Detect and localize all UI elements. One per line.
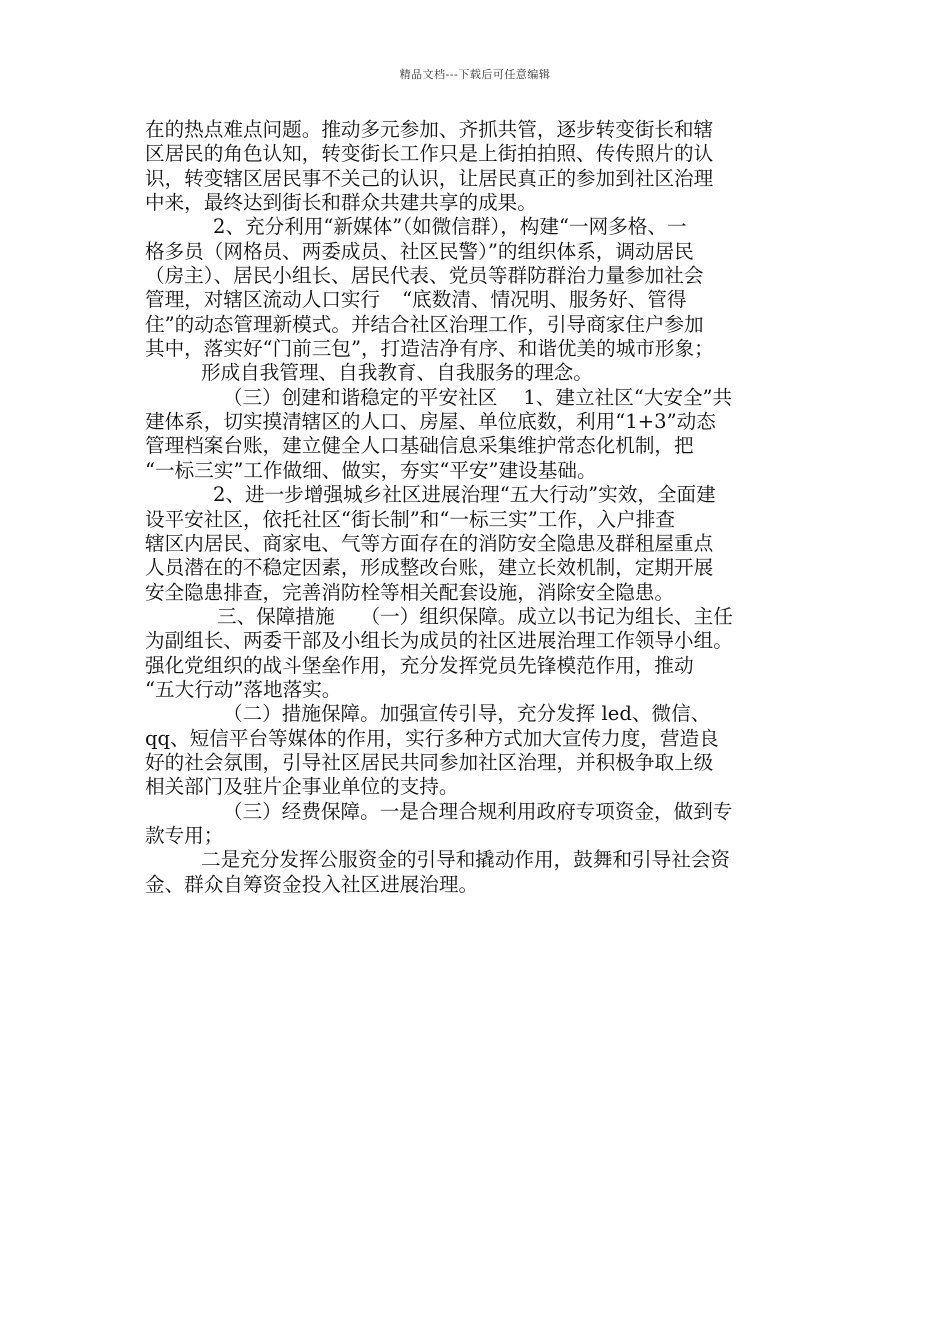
text-line: 强化党组织的战斗堡垒作用，充分发挥党员先锋模范作用，推动 xyxy=(145,653,694,677)
document-body xyxy=(145,118,815,897)
text-line: 二是充分发挥公服资金的引导和撬动作用，鼓舞和引导社会资 xyxy=(201,848,731,872)
text-line: “五大行动”落地落实。 xyxy=(145,677,342,701)
text-line: 识，转变辖区居民事不关己的认识，让居民真正的参加到社区治理 xyxy=(145,166,714,190)
text-segment: 1、建立社区“大安全”共 xyxy=(523,385,733,409)
text-line: 住”的动态管理新模式。并结合社区治理工作，引导商家住户参加 xyxy=(145,312,704,336)
text-line: 2、充分利用“新媒体”（如微信群），构建“一网多格、一 xyxy=(213,215,687,239)
text-line: （三）经费保障。一是合理合规利用政府专项资金，做到专 xyxy=(223,799,733,823)
text-line: （房主）、居民小组长、居民代表、党员等群防群治力量参加社会 xyxy=(145,264,704,288)
text-line xyxy=(145,288,815,312)
text-line: 相关部门及驻片企事业单位的支持。 xyxy=(145,775,459,799)
text-line: “一标三实”工作做细、做实，夯实“平安”建设基础。 xyxy=(145,458,597,482)
text-line: （二）措施保障。加强宣传引导，充分发挥 led、微信、 xyxy=(223,702,711,726)
text-line: 人员潜在的不稳定因素，形成整改台账，建立长效机制，定期开展 xyxy=(145,556,714,580)
text-line: 管理档案台账，建立健全人口基础信息采集维护常态化机制，把 xyxy=(145,434,694,458)
text-line: 设平安社区，依托社区“街长制”和“一标三实”工作，入户排查 xyxy=(145,507,675,531)
text-line: 建体系，切实摸清辖区的人口、房屋、单位底数，利用“1+3”动态 xyxy=(145,410,716,434)
text-line: 形成自我管理、自我教育、自我服务的理念。 xyxy=(201,361,593,385)
text-line xyxy=(145,605,815,629)
page-header: 精品文档---下载后可任意编辑 xyxy=(399,68,551,81)
text-line: 金、群众自筹资金投入社区进展治理。 xyxy=(145,872,479,896)
text-line: 款专用； xyxy=(145,823,224,847)
text-segment: （三）创建和谐稳定的平安社区 xyxy=(223,385,498,409)
text-line: 其中，落实好“门前三包”，打造洁净有序、和谐优美的城市形象； xyxy=(145,337,714,361)
text-line: 在的热点难点问题。推动多元参加、齐抓共管，逐步转变街长和辖 xyxy=(145,118,714,141)
text-line: 中来，最终达到街长和群众共建共享的成果。 xyxy=(145,191,537,215)
text-line: 为副组长、两委干部及小组长为成员的社区进展治理工作领导小组。 xyxy=(145,629,733,653)
text-line: 2、进一步增强城乡社区进展治理“五大行动”实效，全面建 xyxy=(213,483,716,507)
text-line xyxy=(145,386,815,410)
text-line: 好的社会氛围，引导社区居民共同参加社区治理，并积极争取上级 xyxy=(145,750,714,774)
text-segment: （一）组织保障。成立以书记为组长、主任 xyxy=(360,604,733,628)
text-line: qq、短信平台等媒体的作用，实行多种方式加大宣传力度，营造良 xyxy=(145,726,719,750)
text-line: 辖区内居民、商家电、气等方面存在的消防安全隐患及群租屋重点 xyxy=(145,531,714,555)
text-segment: “底数清、情况明、服务好、管得 xyxy=(402,288,687,312)
text-line: 格多员（网格员、两委成员、社区民警）”的组织体系，调动居民 xyxy=(145,239,694,263)
text-line: 区居民的角色认知，转变街长工作只是上街拍拍照、传传照片的认 xyxy=(145,142,714,166)
text-segment: 管理，对辖区流动人口实行 xyxy=(145,288,381,312)
text-line: 安全隐患排查，完善消防栓等相关配套设施，消除安全隐患。 xyxy=(145,580,675,604)
text-segment: 三、保障措施 xyxy=(217,604,335,628)
